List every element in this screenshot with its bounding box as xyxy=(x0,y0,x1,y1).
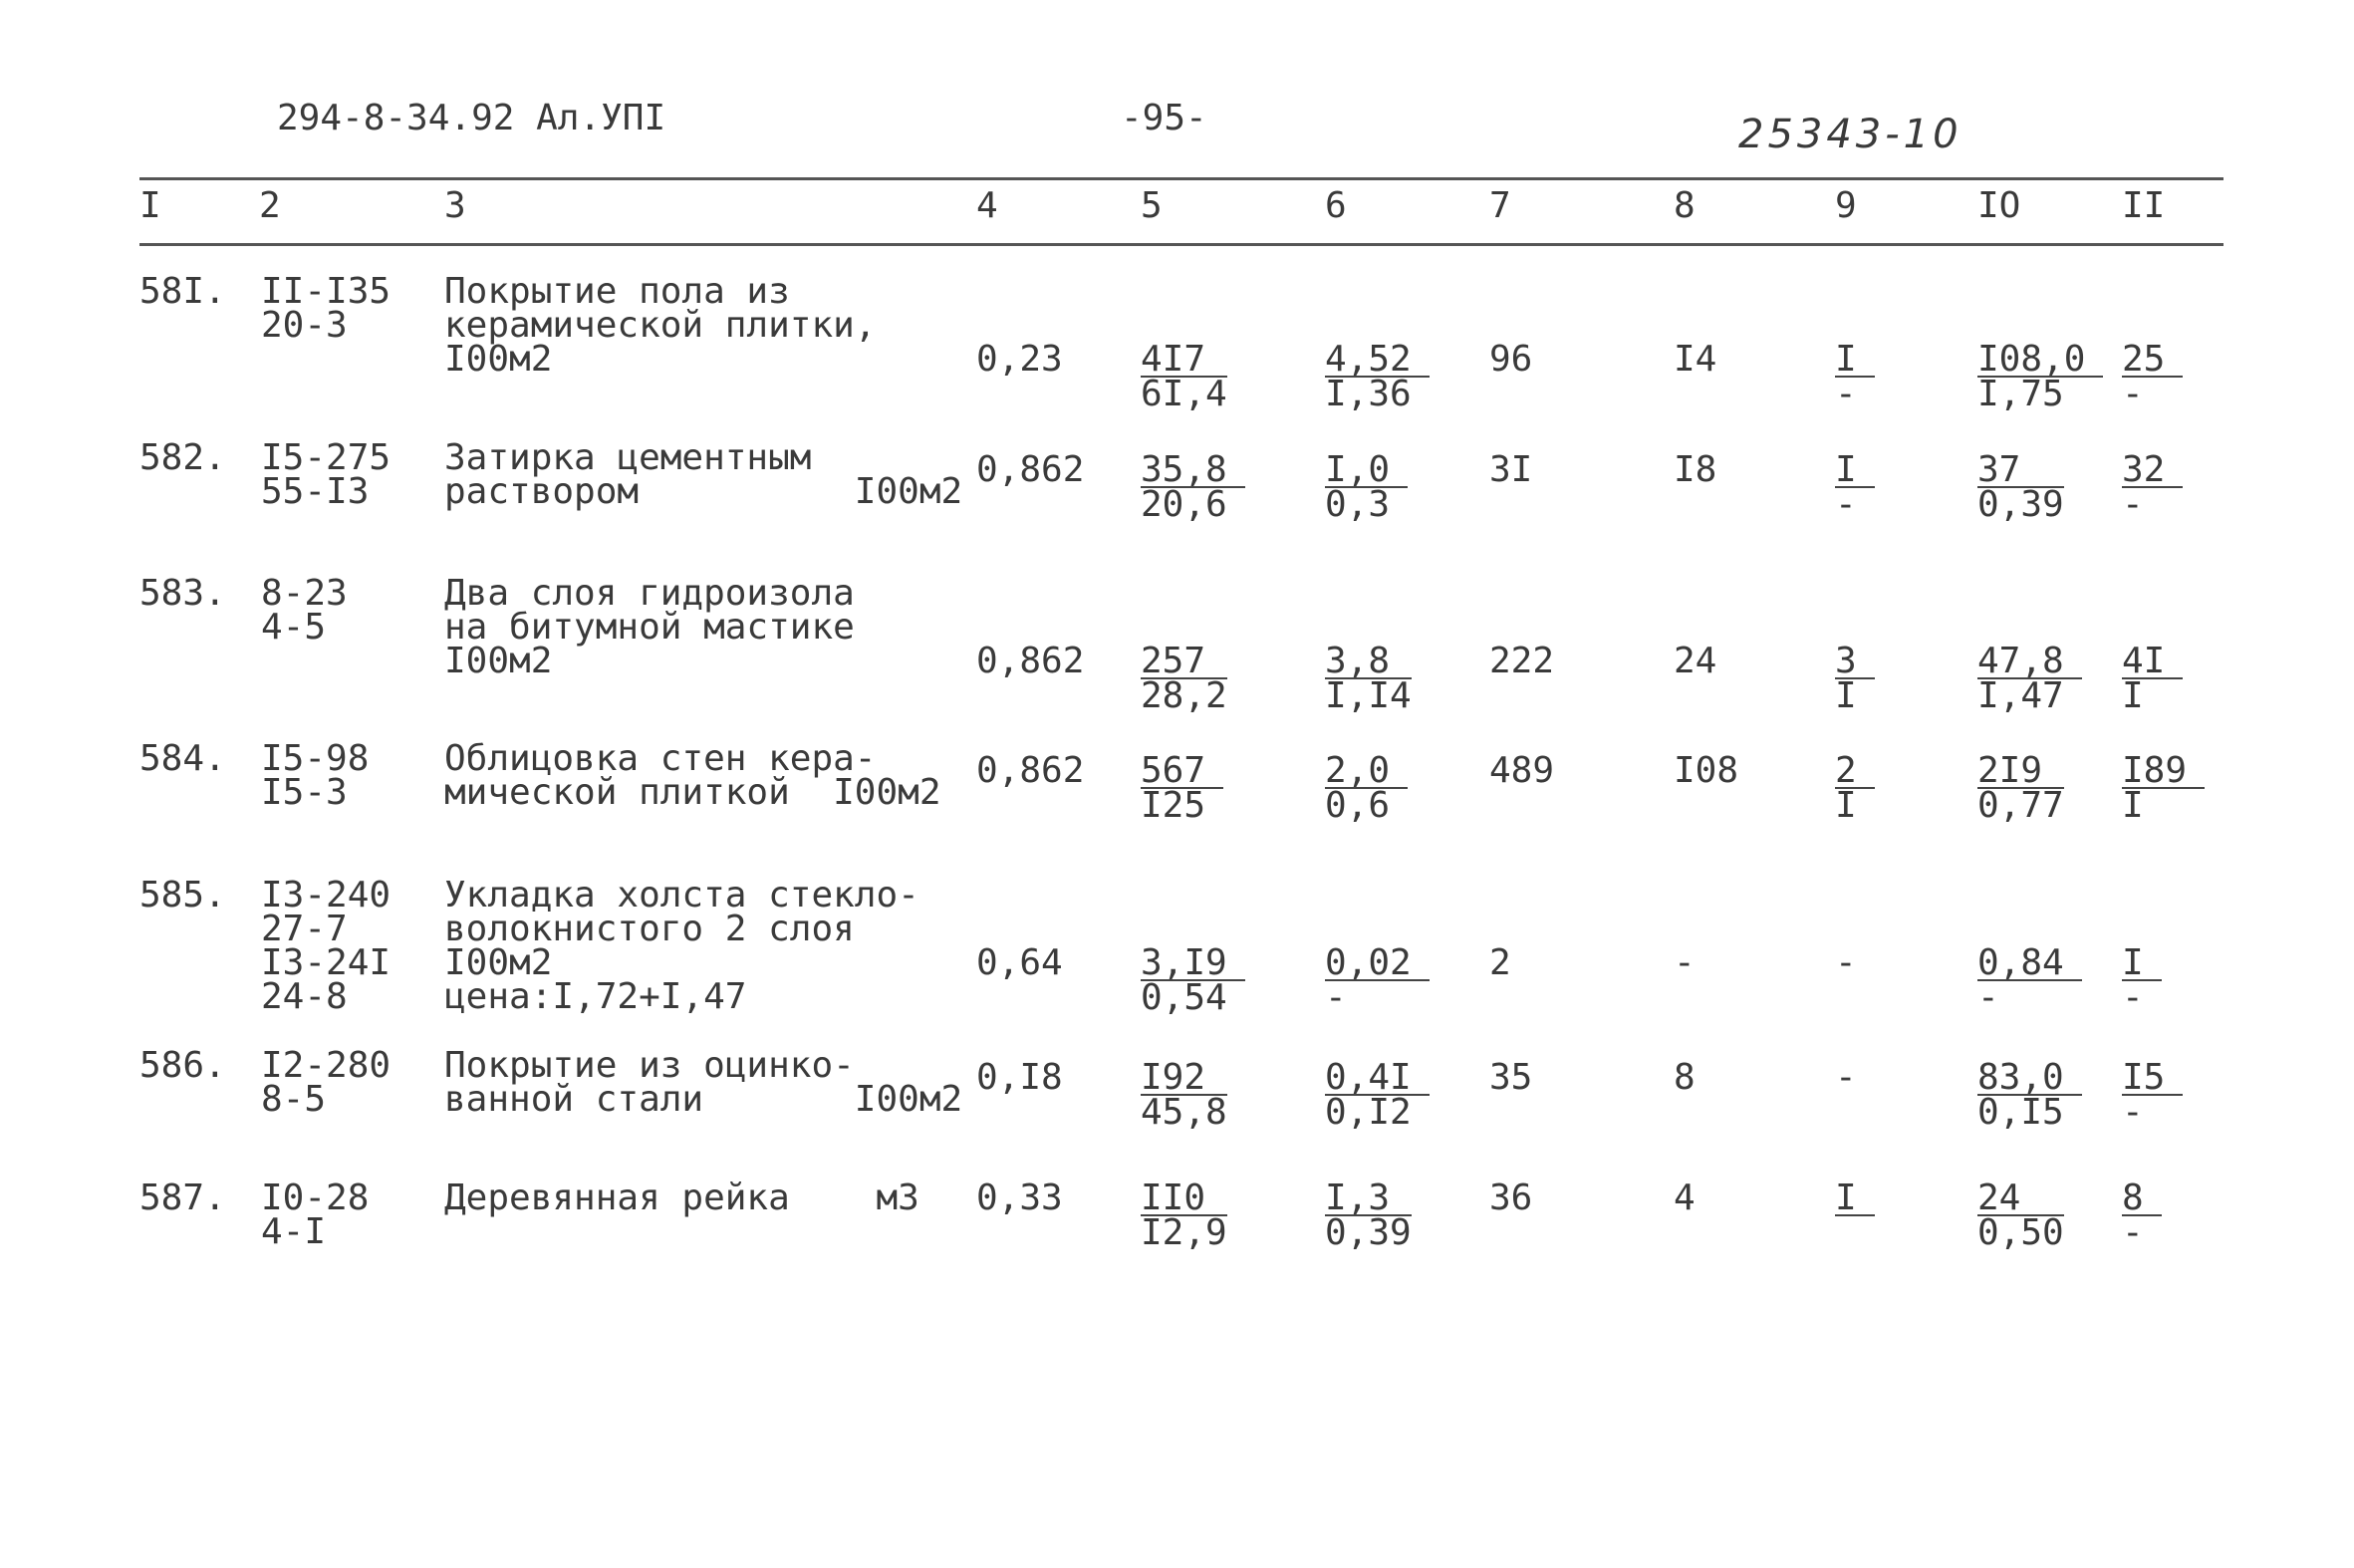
col11-value-numerator: 32 xyxy=(2122,453,2183,488)
col6-value-denominator: 0,I2 xyxy=(1325,1092,1412,1133)
rate-codes: I0-28 4-I xyxy=(261,1177,370,1252)
col6-value xyxy=(1325,449,1408,525)
col5-value-numerator: 35,8 xyxy=(1141,453,1245,488)
col11-value-denominator: I xyxy=(2122,675,2144,716)
col6-value-denominator: 0,39 xyxy=(1325,1212,1412,1253)
col10-value-denominator: 0,77 xyxy=(1977,785,2064,826)
col6-value-numerator: 2,0 xyxy=(1325,754,1408,789)
col8-value: 4 xyxy=(1674,1177,1696,1218)
rate-codes: I5-98 I5-3 xyxy=(261,738,370,813)
col5-value xyxy=(1141,339,1227,414)
col9-value-numerator: 2 xyxy=(1835,754,1875,789)
col5-value-numerator: II0 xyxy=(1141,1181,1227,1216)
col10-value xyxy=(1977,1057,2082,1133)
col9-value-numerator: I xyxy=(1835,1181,1875,1216)
table-row xyxy=(0,1177,2354,1316)
table-row xyxy=(0,1045,2354,1183)
col11-value xyxy=(2122,641,2183,716)
work-description: Два слоя гидроизола на битумной мастике I00м2 xyxy=(444,573,855,681)
col6-value-denominator: - xyxy=(1325,977,1347,1018)
col5-value xyxy=(1141,750,1223,826)
col10-value-numerator: 37 xyxy=(1977,453,2064,488)
column-number: 9 xyxy=(1835,185,1857,226)
column-number: II xyxy=(2122,185,2166,226)
col8-value: - xyxy=(1674,942,1696,983)
col6-value xyxy=(1325,1177,1412,1253)
col6-value-numerator: 0,4I xyxy=(1325,1061,1430,1096)
col11-value-denominator: - xyxy=(2122,484,2144,525)
table-top-rule xyxy=(139,177,2223,180)
col5-value-denominator: I2,9 xyxy=(1141,1212,1227,1253)
table-row xyxy=(0,437,2354,576)
quantity: 0,23 xyxy=(976,339,1063,380)
col6-value-numerator: 4,52 xyxy=(1325,343,1430,378)
row-number: 583. xyxy=(139,573,226,614)
work-description: Деревянная рейка м3 xyxy=(444,1177,919,1218)
rate-codes: II-I35 20-3 xyxy=(261,271,392,346)
page-number: -95- xyxy=(1121,98,1207,138)
table-row xyxy=(0,573,2354,716)
col7-value: 35 xyxy=(1489,1057,1533,1098)
quantity: 0,862 xyxy=(976,641,1085,681)
col9-value xyxy=(1835,339,1875,414)
column-number: 8 xyxy=(1674,185,1696,226)
col6-value xyxy=(1325,1057,1430,1133)
col7-value: 3I xyxy=(1489,449,1533,490)
col6-value xyxy=(1325,750,1408,826)
col5-value-numerator: I92 xyxy=(1141,1061,1227,1096)
document-code: 294-8-34.92 Ал.УПI xyxy=(277,98,666,138)
rate-codes: I3-240 27-7 I3-24I 24-8 xyxy=(261,875,392,1017)
col6-value xyxy=(1325,641,1412,716)
table-row xyxy=(0,875,2354,1018)
col6-value xyxy=(1325,339,1430,414)
col11-value-numerator: 4I xyxy=(2122,645,2183,679)
col10-value xyxy=(1977,1177,2064,1253)
column-number: 6 xyxy=(1325,185,1347,226)
row-number: 587. xyxy=(139,1177,226,1218)
col11-value-denominator: I xyxy=(2122,785,2144,826)
col6-value-numerator: I,0 xyxy=(1325,453,1408,488)
table-row xyxy=(0,271,2354,414)
col11-value-numerator: I89 xyxy=(2122,754,2205,789)
col5-value-denominator: 45,8 xyxy=(1141,1092,1227,1133)
row-number: 584. xyxy=(139,738,226,779)
column-number: 7 xyxy=(1489,185,1511,226)
col11-value xyxy=(2122,1057,2183,1133)
col11-value-numerator: I5 xyxy=(2122,1061,2183,1096)
col5-value-numerator: 3,I9 xyxy=(1141,946,1245,981)
col7-value: 96 xyxy=(1489,339,1533,380)
col9-value xyxy=(1835,641,1875,716)
col9-value: - xyxy=(1835,942,1857,983)
col10-value-denominator: 0,I5 xyxy=(1977,1092,2064,1133)
col9-value: - xyxy=(1835,1057,1857,1098)
col5-value-numerator: 257 xyxy=(1141,645,1227,679)
col10-value-denominator: 0,50 xyxy=(1977,1212,2064,1253)
col7-value: 36 xyxy=(1489,1177,1533,1218)
col6-value-numerator: I,3 xyxy=(1325,1181,1412,1216)
work-description: Затирка цементным раствором I00м2 xyxy=(444,437,963,512)
column-number: 2 xyxy=(259,185,281,226)
col9-value xyxy=(1835,1177,1875,1218)
col5-value-denominator: I25 xyxy=(1141,785,1206,826)
col5-value xyxy=(1141,1177,1227,1253)
quantity: 0,862 xyxy=(976,750,1085,791)
col10-value xyxy=(1977,750,2064,826)
col9-value-denominator: I xyxy=(1835,785,1857,826)
column-number: 3 xyxy=(444,185,466,226)
col11-value-denominator: - xyxy=(2122,374,2144,414)
work-description: Покрытие пола из керамической плитки, I00м2 xyxy=(444,271,877,380)
col6-value-denominator: I,36 xyxy=(1325,374,1412,414)
col9-value xyxy=(1835,750,1875,826)
col10-value-denominator: I,75 xyxy=(1977,374,2064,414)
column-number: 4 xyxy=(976,185,998,226)
col6-value-numerator: 0,02 xyxy=(1325,946,1430,981)
col11-value xyxy=(2122,750,2205,826)
col10-value-denominator: - xyxy=(1977,977,1999,1018)
col10-value-numerator: I08,0 xyxy=(1977,343,2103,378)
rate-codes: 8-23 4-5 xyxy=(261,573,348,648)
col10-value-numerator: 2I9 xyxy=(1977,754,2064,789)
col5-value xyxy=(1141,449,1245,525)
quantity: 0,862 xyxy=(976,449,1085,490)
col11-value-denominator: - xyxy=(2122,977,2144,1018)
col5-value-denominator: 20,6 xyxy=(1141,484,1227,525)
col5-value-denominator: 0,54 xyxy=(1141,977,1227,1018)
table-header-rule xyxy=(139,243,2223,246)
row-number: 582. xyxy=(139,437,226,478)
rate-codes: I2-280 8-5 xyxy=(261,1045,392,1120)
col11-value-numerator: 8 xyxy=(2122,1181,2162,1216)
col10-value xyxy=(1977,339,2103,414)
col11-value-numerator: 25 xyxy=(2122,343,2183,378)
col5-value xyxy=(1141,942,1245,1018)
row-number: 586. xyxy=(139,1045,226,1086)
quantity: 0,I8 xyxy=(976,1057,1063,1098)
col11-value xyxy=(2122,1177,2162,1253)
col6-value-numerator: 3,8 xyxy=(1325,645,1412,679)
column-number: IO xyxy=(1977,185,2021,226)
col11-value xyxy=(2122,449,2183,525)
col7-value: 489 xyxy=(1489,750,1555,791)
rate-codes: I5-275 55-I3 xyxy=(261,437,392,512)
col8-value: I4 xyxy=(1674,339,1717,380)
col6-value-denominator: I,I4 xyxy=(1325,675,1412,716)
col7-value: 2 xyxy=(1489,942,1511,983)
col5-value-denominator: 28,2 xyxy=(1141,675,1227,716)
col8-value: 8 xyxy=(1674,1057,1696,1098)
col9-value-denominator: - xyxy=(1835,484,1857,525)
col10-value xyxy=(1977,449,2064,525)
column-number: 5 xyxy=(1141,185,1163,226)
col11-value xyxy=(2122,339,2183,414)
col5-value xyxy=(1141,1057,1227,1133)
col10-value-numerator: 24 xyxy=(1977,1181,2064,1216)
col10-value xyxy=(1977,942,2082,1018)
col11-value xyxy=(2122,942,2162,1018)
col7-value: 222 xyxy=(1489,641,1555,681)
col5-value-denominator: 6I,4 xyxy=(1141,374,1227,414)
col9-value-denominator: I xyxy=(1835,675,1857,716)
handwritten-stamp: 25343-10 xyxy=(1738,112,1962,157)
col5-value xyxy=(1141,641,1227,716)
col8-value: I08 xyxy=(1674,750,1739,791)
col10-value-numerator: 47,8 xyxy=(1977,645,2082,679)
col8-value: 24 xyxy=(1674,641,1717,681)
col10-value-numerator: 83,0 xyxy=(1977,1061,2082,1096)
col9-value xyxy=(1835,449,1875,525)
col10-value-denominator: I,47 xyxy=(1977,675,2064,716)
col9-value-denominator: - xyxy=(1835,374,1857,414)
column-number: I xyxy=(139,185,161,226)
col9-value-numerator: 3 xyxy=(1835,645,1875,679)
col9-value-numerator: I xyxy=(1835,343,1875,378)
col6-value-denominator: 0,3 xyxy=(1325,484,1391,525)
col10-value-numerator: 0,84 xyxy=(1977,946,2082,981)
col10-value-denominator: 0,39 xyxy=(1977,484,2064,525)
col9-value-numerator: I xyxy=(1835,453,1875,488)
col6-value xyxy=(1325,942,1430,1018)
quantity: 0,64 xyxy=(976,942,1063,983)
quantity: 0,33 xyxy=(976,1177,1063,1218)
row-number: 58I. xyxy=(139,271,226,312)
col6-value-denominator: 0,6 xyxy=(1325,785,1391,826)
work-description: Укладка холста стекло- волокнистого 2 слоя I00м2 цена:I,72+I,47 xyxy=(444,875,919,1017)
col5-value-numerator: 567 xyxy=(1141,754,1223,789)
col11-value-denominator: - xyxy=(2122,1212,2144,1253)
col11-value-numerator: I xyxy=(2122,946,2162,981)
row-number: 585. xyxy=(139,875,226,915)
work-description: Покрытие из оцинко- ванной стали I00м2 xyxy=(444,1045,963,1120)
col5-value-numerator: 4I7 xyxy=(1141,343,1227,378)
col11-value-denominator: - xyxy=(2122,1092,2144,1133)
col10-value xyxy=(1977,641,2082,716)
col8-value: I8 xyxy=(1674,449,1717,490)
work-description: Облицовка стен кера- мической плиткой I00м2 xyxy=(444,738,941,813)
table-row xyxy=(0,738,2354,877)
